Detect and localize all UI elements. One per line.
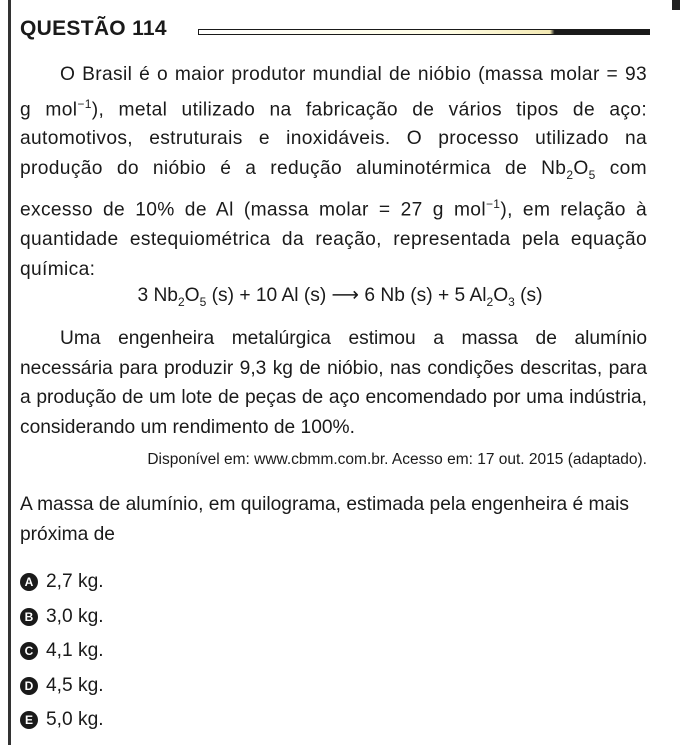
option-b[interactable] xyxy=(20,600,104,635)
question-command: A massa de alumínio, em quilograma, estimada pela engenheira é mais próxima de xyxy=(20,494,630,545)
source-citation: Disponível em: www.cbmm.com.br. Acesso em: 17 out. 2015 (adaptado). xyxy=(147,451,647,468)
option-a-text: 2,7 kg. xyxy=(46,571,104,593)
p1-text-3: com excesso de 10% de Al (massa molar = 27 g mol xyxy=(20,157,647,221)
option-a[interactable] xyxy=(20,565,104,600)
eq-part-3: (s) + 10 Al (s) ⟶ 6 Nb (s) + 5 Al xyxy=(206,285,487,306)
option-d-text: 4,5 kg. xyxy=(46,674,104,696)
eq-sub-2: 5 xyxy=(199,294,207,309)
option-e-text: 5,0 kg. xyxy=(46,709,104,731)
p1-text-2: ), metal utilizado na fabricação de vários tipos de aço: automotivos, estruturais e inoxidáveis. O processo utilizado na produção do nióbio é a redução aluminotérmica de Nb xyxy=(20,98,648,179)
p1-text-1: O Brasil é o maior produtor mundial de nióbio (massa molar = 93 g mol xyxy=(20,64,647,120)
option-c-text: 4,1 kg. xyxy=(46,640,104,662)
option-b-text: 3,0 kg. xyxy=(46,605,104,627)
eq-part-5: (s) xyxy=(514,285,543,306)
eq-part-1: 3 Nb xyxy=(137,285,178,306)
option-c[interactable] xyxy=(20,634,104,669)
left-margin-line xyxy=(8,0,11,745)
option-e-badge: E xyxy=(20,711,38,729)
header-rule xyxy=(198,29,650,35)
p1-sub-2: 5 xyxy=(588,167,596,182)
p2-text: Uma engenheira metalúrgica estimou a massa de alumínio necessária para produzir 9,3 kg de nióbio, nas condições descritas, para a produção de um lote de peças de aço encomendado por uma indústria, considerando um rendimento de 100%. xyxy=(20,328,647,438)
chemical-equation xyxy=(0,283,680,309)
question-title: QUESTÃO 114 xyxy=(20,17,167,40)
p1-text-4: ), em relação à quantidade estequiométrica da reação, representada pela equação química: xyxy=(20,199,647,280)
option-b-badge: B xyxy=(20,608,38,626)
statement-paragraph-1 xyxy=(20,60,647,284)
eq-part-2: O xyxy=(184,285,200,306)
answer-options xyxy=(20,565,104,738)
statement-paragraph-2 xyxy=(20,324,647,442)
eq-sub-3: 2 xyxy=(486,294,494,309)
question-header xyxy=(20,15,650,49)
option-a-badge: A xyxy=(20,573,38,591)
p1-sup-2: −1 xyxy=(485,197,501,212)
eq-part-4: O xyxy=(493,285,509,306)
option-c-badge: C xyxy=(20,642,38,660)
eq-sub-4: 3 xyxy=(508,294,515,309)
p1-sub-1: 2 xyxy=(566,167,574,182)
option-d-badge: D xyxy=(20,677,38,695)
option-d[interactable] xyxy=(20,669,104,704)
eq-sub-1: 2 xyxy=(177,294,185,309)
p1-sup-1: −1 xyxy=(77,96,92,111)
p1-text-2b: O xyxy=(573,157,589,179)
option-e[interactable] xyxy=(20,703,104,738)
corner-mark xyxy=(672,0,680,10)
